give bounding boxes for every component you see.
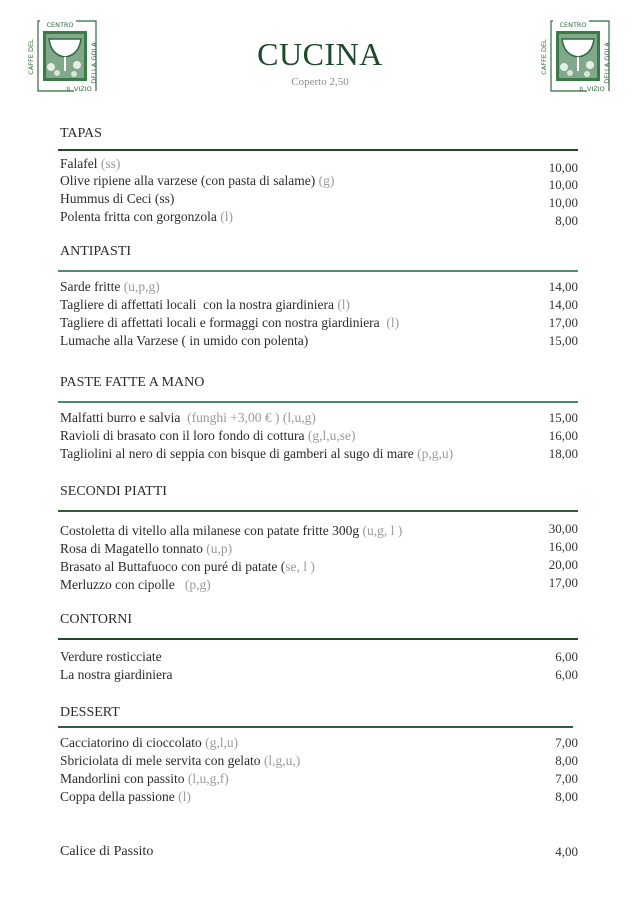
menu-item — [58, 574, 578, 592]
item-allergens: (g,l,u) — [205, 735, 239, 750]
item-price: 6,00 — [555, 667, 578, 682]
menu-item — [58, 538, 578, 556]
menu-item — [58, 190, 578, 208]
item-price: 8,00 — [555, 213, 578, 228]
menu-item — [58, 788, 578, 806]
item-name: Tagliere di affettati locali e formaggi con nostra giardiniera (l) — [60, 315, 400, 330]
menu-item — [58, 172, 578, 190]
item-price: 30,00 — [548, 521, 578, 536]
item-name: Coppa della passione (l) — [60, 789, 191, 804]
item-name: Brasato al Buttafuoco con puré di patate (se, l ) — [60, 559, 315, 574]
item-price: 18,00 — [548, 446, 578, 461]
menu-item — [58, 445, 578, 463]
item-name: Sarde fritte (u,p,g) — [60, 279, 160, 294]
menu-item — [58, 556, 578, 574]
item-price: 16,00 — [548, 428, 578, 443]
menu-item — [58, 427, 578, 445]
item-name: Rosa di Magatello tonnato (u,p) — [60, 541, 233, 556]
section-divider — [58, 401, 578, 403]
section-divider — [58, 270, 578, 272]
section-title: ANTIPASTI — [60, 244, 132, 259]
item-name: Cacciatorino di cioccolato (g,l,u) — [60, 735, 239, 750]
item-price: 17,00 — [548, 575, 578, 590]
item-allergens: (g,l,u,se) — [307, 428, 356, 443]
item-price: 16,00 — [548, 539, 578, 554]
item-name: Olive ripiene alla varzese (con pasta di salame) (g) — [60, 173, 335, 188]
logo-text-caffe-del: CAFFE DEL — [27, 39, 35, 75]
item-name: Hummus di Ceci (ss) — [60, 191, 175, 206]
item-price: 10,00 — [548, 177, 578, 192]
item-price: 7,00 — [555, 735, 578, 750]
section-antipasti — [58, 242, 578, 350]
item-name: Lumache alla Varzese ( in umido con polenta) — [60, 333, 309, 348]
item-name: Ravioli di brasato con il loro fondo di cottura (g,l,u,se) — [60, 428, 356, 443]
menu-item — [58, 520, 578, 538]
item-name: La nostra giardiniera — [60, 667, 173, 682]
item-price: 14,00 — [548, 279, 578, 294]
logo-text-il-vizio: IL VIZIO — [579, 85, 605, 93]
logo-text-della-gola: DELLA GOLA — [90, 42, 98, 84]
menu-item — [58, 296, 578, 314]
menu-item — [58, 278, 578, 296]
section-paste — [58, 373, 578, 463]
item-price: 14,00 — [548, 297, 578, 312]
item-allergens: (l) — [337, 297, 351, 312]
item-price: 4,00 — [555, 844, 578, 859]
menu-item — [58, 208, 578, 226]
item-price: 20,00 — [548, 557, 578, 572]
menu-item — [58, 409, 578, 427]
item-price: 8,00 — [555, 789, 578, 804]
item-allergens: (l,u,g,f) — [187, 771, 229, 786]
cover-charge: Coperto 2,50 — [291, 76, 349, 88]
item-allergens: (u,p,g) — [123, 279, 160, 294]
extra-item-passito — [60, 842, 578, 862]
section-title: SECONDI PIATTI — [60, 484, 167, 499]
item-name: Falafel (ss) — [60, 156, 121, 171]
section-title: PASTE FATTE A MANO — [60, 375, 205, 390]
page-title: CUCINA — [257, 36, 383, 72]
item-allergens: (ss) — [100, 156, 121, 171]
item-price: 15,00 — [548, 333, 578, 348]
item-price: 7,00 — [555, 771, 578, 786]
logo-text-il-vizio: IL VIZIO — [66, 85, 92, 93]
menu-item — [58, 752, 578, 770]
item-allergens: (g) — [318, 173, 335, 188]
section-title: DESSERT — [60, 705, 120, 720]
item-allergens: se, l ) — [285, 559, 315, 574]
item-allergens: (l) — [220, 209, 233, 224]
section-divider — [58, 726, 573, 728]
section-dessert — [58, 703, 578, 806]
item-name: Costoletta di vitello alla milanese con patate fritte 300g (u,g, l ) — [60, 523, 403, 538]
item-name: Merluzzo con cipolle (p,g) — [60, 577, 211, 592]
section-divider — [58, 149, 578, 151]
section-secondi — [58, 482, 578, 592]
item-allergens: (l,g,u,) — [263, 753, 301, 768]
item-price: 17,00 — [548, 315, 578, 330]
item-allergens: (u,g, l ) — [362, 523, 403, 538]
item-name: Calice di Passito — [60, 844, 154, 859]
item-name: Sbriciolata di mele servita con gelato (l,g,u,) — [60, 753, 301, 768]
section-contorni — [58, 610, 578, 684]
logo-text-della-gola: DELLA GOLA — [603, 42, 611, 84]
item-allergens: (l) — [386, 315, 400, 330]
item-allergens: (funghi +3,00 € ) (l,u,g) — [187, 410, 316, 425]
item-price: 8,00 — [555, 753, 578, 768]
logo-text-centro: CENTRO — [559, 21, 587, 29]
menu-item — [58, 314, 578, 332]
section-divider — [58, 638, 578, 640]
item-allergens: (l) — [178, 789, 191, 804]
item-price: 10,00 — [548, 195, 578, 210]
item-price: 6,00 — [555, 649, 578, 664]
item-name: Tagliolini al nero di seppia con bisque di gamberi al sugo di mare (p,g,u) — [60, 446, 454, 461]
menu-item — [58, 770, 578, 788]
section-title: TAPAS — [60, 126, 102, 141]
item-name: Mandorlini con passito (l,u,g,f) — [60, 771, 229, 786]
menu-item — [58, 332, 578, 350]
section-title: CONTORNI — [60, 612, 133, 627]
item-allergens: (u,p) — [206, 541, 233, 556]
logo-text-centro: CENTRO — [46, 21, 74, 29]
item-name: Verdure rosticciate — [60, 649, 162, 664]
item-price: 15,00 — [548, 410, 578, 425]
item-allergens: (p,g) — [184, 577, 211, 592]
item-allergens: (p,g,u) — [417, 446, 454, 461]
item-name: Tagliere di affettati locali con la nostra giardiniera (l) — [60, 297, 351, 312]
item-name: Polenta fritta con gorgonzola (l) — [60, 209, 233, 224]
logo-text-caffe-del: CAFFE DEL — [540, 39, 548, 75]
item-price: 10,00 — [548, 160, 578, 175]
item-name: Malfatti burro e salvia (funghi +3,00 € ) (l,u,g) — [60, 410, 316, 425]
menu-item — [58, 666, 578, 684]
menu-item — [58, 156, 578, 175]
section-divider — [58, 510, 578, 512]
section-tapas — [58, 124, 578, 226]
menu-item — [58, 734, 578, 752]
menu-item — [58, 648, 578, 666]
